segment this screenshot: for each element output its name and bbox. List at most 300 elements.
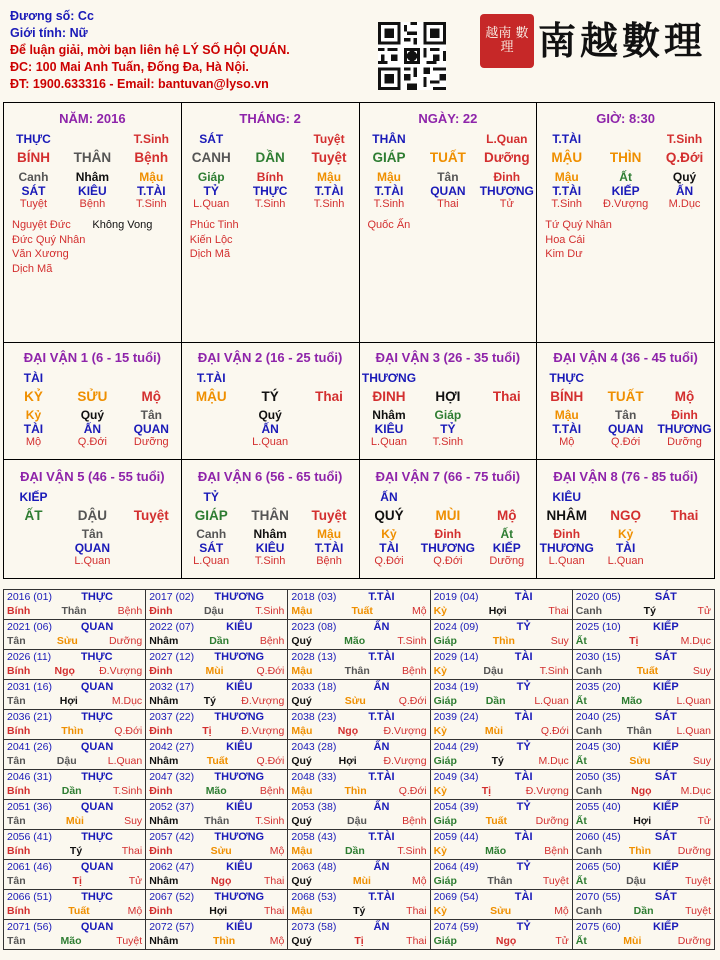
- pillar-stars: [360, 218, 537, 233]
- year-phase: Bệnh: [544, 845, 569, 857]
- year-line2: [576, 604, 711, 618]
- dai-van-hidden-gods-row-cell: [4, 541, 63, 555]
- year-line2: [434, 874, 569, 888]
- pillar-hidden-stems-row-cell: Bính: [256, 170, 284, 184]
- year-cell: [4, 860, 146, 890]
- dai-van-hidden-gods-row-cell: KIÊU: [255, 541, 285, 555]
- dai-van-phase-row-cell: Q.Đới: [433, 555, 463, 567]
- year-stem: Quý: [291, 755, 312, 767]
- pillar-hidden-stems-row-cell: Mậu: [139, 170, 164, 184]
- year-branch: Mùi: [65, 815, 84, 827]
- year-cell: [146, 770, 288, 800]
- year-god: THỰC: [81, 831, 113, 843]
- year-god: TÀI: [514, 771, 533, 783]
- year-phase: M.Dục: [111, 695, 143, 707]
- year-cell: [146, 890, 288, 920]
- dai-van-phase-row: [537, 436, 714, 448]
- year-label: 2060 (45): [575, 831, 621, 843]
- dai-van-title: ĐẠI VẬN 5 (46 - 55 tuổi): [20, 469, 165, 484]
- year-branch: Dần: [209, 635, 230, 647]
- year-label: 2056 (41): [7, 831, 52, 843]
- dai-van-hidden-row: [360, 527, 537, 541]
- year-label: 2016 (01): [7, 591, 52, 603]
- year-branch: Dậu: [203, 605, 224, 617]
- year-cell: [146, 860, 288, 890]
- year-line1: [576, 921, 711, 934]
- year-stem: Canh: [575, 665, 603, 677]
- dai-van-phase-row: [182, 436, 359, 448]
- year-line1: [7, 621, 142, 634]
- year-cell: [146, 830, 288, 860]
- year-branch: Hợi: [633, 815, 652, 827]
- dai-van-stem-branch-row-cell: Thai: [670, 508, 699, 523]
- pillar-title: NĂM: 2016: [59, 111, 126, 126]
- year-line1: [434, 741, 569, 754]
- pillar-hidden-gods-row-cell: THỰC: [252, 184, 288, 198]
- year-god: TỶ: [516, 681, 531, 693]
- year-stem: Đinh: [149, 665, 173, 677]
- dai-van-phase-row-cell: Dưỡng: [489, 555, 525, 567]
- dai-van-stem-branch-row-cell: TUẤT: [607, 389, 644, 404]
- year-line2: [434, 904, 569, 918]
- year-phase: Suy: [692, 755, 711, 767]
- dai-van-god-row: [182, 490, 359, 504]
- dai-van-cell: [360, 460, 538, 579]
- dai-van-hidden-row-cell: [300, 408, 359, 422]
- dai-van-hidden-gods-row-cell: [122, 541, 181, 555]
- year-line1: [149, 921, 284, 934]
- year-line1: [291, 741, 426, 754]
- year-label: 2061 (46): [7, 861, 52, 873]
- year-phase: Bệnh: [259, 635, 285, 647]
- year-stem: Quý: [291, 635, 312, 647]
- dai-van-hidden-row-cell: Đinh: [434, 527, 462, 541]
- dai-van-hidden-row-cell: Kỷ: [381, 527, 397, 541]
- year-branch: Sửu: [344, 695, 366, 707]
- pillar-stars: [537, 218, 714, 262]
- pillar-hidden-stems-row-cell: Ất: [619, 170, 632, 184]
- year-label: 2069 (54): [433, 891, 479, 903]
- year-cell: [573, 770, 715, 800]
- pillar-hidden-gods-row: [537, 184, 714, 198]
- year-stem: Đinh: [149, 785, 173, 797]
- year-line2: [291, 934, 426, 948]
- year-line2: [291, 844, 426, 858]
- pillar-title: NGÀY: 22: [418, 111, 478, 126]
- year-stem: Tân: [7, 935, 26, 947]
- year-branch: Mùi: [484, 725, 503, 737]
- year-line1: [7, 591, 142, 604]
- dai-van-stem-branch-row-cell: Mộ: [497, 508, 517, 523]
- year-phase: Tuyệt: [542, 875, 569, 887]
- year-line1: [291, 681, 426, 694]
- year-phase: Q.Đới: [398, 785, 427, 797]
- year-phase: L.Quan: [107, 755, 143, 767]
- pillar-hidden-gods-row-cell: T.TÀI: [136, 184, 166, 198]
- year-cell: [431, 770, 573, 800]
- year-line1: [576, 771, 711, 784]
- year-phase: Suy: [550, 635, 569, 647]
- star-label: Văn Xương: [12, 248, 69, 260]
- dai-van-hidden-gods-row-cell: QUAN: [607, 422, 644, 436]
- year-line1: [149, 891, 284, 904]
- dai-van-stem-branch-row: [537, 508, 714, 523]
- year-cell: [573, 830, 715, 860]
- dai-van-phase-row-cell: T.Sinh: [254, 555, 286, 567]
- year-branch: Tuất: [636, 665, 659, 677]
- dai-van-hidden-gods-row-cell: SÁT: [199, 541, 224, 555]
- year-line1: [434, 771, 569, 784]
- year-line2: [434, 844, 569, 858]
- dai-van-stem-branch-row: [537, 389, 714, 404]
- year-stem: Đinh: [149, 845, 173, 857]
- year-branch: Dần: [61, 785, 82, 797]
- year-stem: Tân: [7, 755, 26, 767]
- year-branch: Sửu: [490, 905, 512, 917]
- year-label: 2043 (28): [291, 741, 337, 753]
- year-god: TÀI: [514, 711, 533, 723]
- year-god: TÀI: [514, 651, 533, 663]
- year-stem: Bính: [7, 605, 31, 617]
- year-label: 2066 (51): [7, 891, 52, 903]
- year-phase: L.Quan: [676, 725, 711, 737]
- year-cell: [573, 800, 715, 830]
- year-label: 2039 (24): [433, 711, 479, 723]
- dai-van-phase-row-cell: Q.Đới: [374, 555, 404, 567]
- year-branch: Ngọ: [495, 935, 517, 947]
- year-line2: [149, 604, 284, 618]
- year-branch: Tị: [629, 635, 639, 647]
- dai-van-hidden-gods-row-cell: TÀI: [23, 422, 44, 436]
- year-cell: [146, 800, 288, 830]
- year-phase: Đ.Vượng: [383, 725, 427, 737]
- year-label: 2065 (50): [575, 861, 621, 873]
- year-label: 2030 (15): [575, 651, 621, 663]
- year-stem: Tân: [7, 875, 26, 887]
- year-line1: [434, 651, 569, 664]
- dai-van-hidden-row: [182, 408, 359, 422]
- dai-van-hidden-gods-row-cell: THƯƠNG: [657, 422, 712, 436]
- dai-van-phase-row: [537, 555, 714, 567]
- pillar-god-row-cell: [596, 132, 655, 146]
- year-branch: Mão: [205, 785, 227, 797]
- dai-van-phase-row-cell: [477, 436, 536, 448]
- spacer: [241, 371, 300, 385]
- year-label: 2049 (34): [433, 771, 479, 783]
- year-stem: Nhâm: [149, 635, 179, 647]
- year-stem: Giáp: [433, 695, 457, 707]
- dai-van-hidden-gods-row-cell: ẤN: [83, 422, 102, 436]
- pillar-phase-row: [360, 198, 537, 210]
- dai-van-hidden-gods-row-cell: THƯƠNG: [539, 541, 594, 555]
- dai-van-stem-branch-row-cell: Thai: [315, 389, 343, 404]
- year-phase: Tử: [555, 935, 569, 947]
- dai-van-hidden-row: [4, 527, 181, 541]
- phone-email: ĐT: 1900.633316 - Email: bantuvan@lyso.vn: [10, 77, 269, 91]
- year-line2: [576, 694, 711, 708]
- pillar-hidden-stems-row: [360, 170, 537, 184]
- pillar-phase-row: [4, 198, 181, 210]
- dai-van-hidden-gods-row-cell: [182, 422, 241, 436]
- year-cell: [431, 620, 573, 650]
- qr-code-icon: [378, 22, 446, 90]
- pillar-phase-row: [182, 198, 359, 210]
- year-god: T.TÀI: [368, 771, 395, 783]
- year-branch: Tị: [354, 935, 364, 947]
- year-branch: Mão: [485, 845, 507, 857]
- year-label: 2034 (19): [433, 681, 479, 693]
- year-stem: Nhâm: [149, 875, 179, 887]
- year-label: 2021 (06): [7, 621, 52, 633]
- year-line2: [291, 634, 426, 648]
- year-branch: Tuất: [206, 755, 229, 767]
- four-pillars-grid: [3, 102, 715, 343]
- dai-van-cell: [182, 460, 360, 579]
- pillar-cell: [360, 103, 538, 343]
- pillar-god-row-cell: [418, 132, 477, 146]
- year-line1: [149, 591, 284, 604]
- year-branch: Sửu: [210, 845, 232, 857]
- pillar-stem-branch-row-cell: Dưỡng: [483, 150, 530, 165]
- year-phase: Bệnh: [117, 605, 143, 617]
- year-phase: Đ.Vượng: [241, 725, 285, 737]
- year-line2: [149, 784, 284, 798]
- year-god: THỰC: [80, 651, 113, 663]
- year-stem: Nhâm: [149, 935, 179, 947]
- year-stem: Kỷ: [433, 785, 448, 797]
- year-phase: M.Dục: [538, 755, 569, 767]
- dai-van-stem-branch-row-cell: MẬU: [195, 389, 227, 404]
- year-branch: Ngọ: [631, 785, 652, 797]
- year-label: 2017 (02): [149, 591, 195, 603]
- year-label: 2072 (57): [149, 921, 195, 933]
- year-stem: Bính: [7, 725, 31, 737]
- year-cell: [573, 740, 715, 770]
- year-phase: Đ.Vượng: [99, 665, 143, 677]
- pillar-stars: [182, 218, 359, 262]
- dai-van-hidden-row-cell: Nhâm: [372, 408, 406, 422]
- year-line1: [434, 831, 569, 844]
- year-line1: [149, 831, 284, 844]
- year-label: 2063 (48): [291, 861, 337, 873]
- year-label: 2071 (56): [7, 921, 52, 933]
- year-line1: [576, 591, 711, 604]
- dai-van-hidden-row-cell: [655, 527, 714, 541]
- dai-van-phase-row-cell: [182, 436, 241, 448]
- year-line2: [7, 634, 142, 648]
- pillar-hidden-stems-row: [4, 170, 181, 184]
- year-line2: [7, 904, 142, 918]
- year-label: 2054 (39): [433, 801, 479, 813]
- year-stem: Mậu: [291, 605, 313, 617]
- year-phase: Dưỡng: [108, 635, 143, 647]
- year-cell: [4, 890, 146, 920]
- year-phase: Dưỡng: [535, 815, 569, 827]
- year-branch: Sửu: [629, 755, 651, 767]
- pillar-god-row: [182, 132, 359, 146]
- year-line1: [576, 891, 711, 904]
- year-label: 2018 (03): [291, 591, 337, 603]
- year-label: 2040 (25): [575, 711, 621, 723]
- year-line2: [434, 754, 569, 768]
- year-phase: Thai: [263, 905, 285, 917]
- dai-van-stem-branch-row-cell: Tuyệt: [133, 508, 169, 523]
- year-phase: Tử: [697, 605, 711, 617]
- dai-van-stem-branch-row-cell: THÂN: [251, 508, 289, 523]
- year-phase: Tử: [697, 815, 711, 827]
- year-label: 2062 (47): [149, 861, 195, 873]
- year-line2: [434, 604, 569, 618]
- year-label: 2052 (37): [149, 801, 195, 813]
- year-line1: [7, 831, 142, 844]
- star-label: Dịch Mã: [12, 262, 53, 275]
- year-line1: [149, 741, 284, 754]
- year-god: T.TÀI: [368, 651, 395, 663]
- year-branch: Hợi: [209, 905, 228, 917]
- star-label: Đức Quý Nhân: [12, 233, 86, 246]
- year-line1: [291, 891, 426, 904]
- dai-van-cell: [537, 341, 715, 460]
- pillar-hidden-gods-row-cell: QUAN: [430, 184, 466, 198]
- pillar-god-row-cell: THÂN: [372, 132, 406, 146]
- year-branch: Thân: [626, 725, 652, 737]
- dai-van-hidden-row-cell: [477, 408, 536, 422]
- year-line2: [291, 754, 426, 768]
- dai-van-stem-branch-row-cell: HỢI: [435, 389, 461, 404]
- dai-van-stem-branch-row-cell: ĐINH: [372, 389, 406, 404]
- pillar-stem-branch-row-cell: CANH: [191, 150, 231, 165]
- stars-column: [368, 218, 448, 233]
- dai-van-hidden-row-cell: Ất: [500, 527, 514, 541]
- year-line2: [576, 874, 711, 888]
- year-cell: [146, 590, 288, 620]
- dai-van-hidden-row-cell: [182, 408, 241, 422]
- dai-van-hidden-gods-row-cell: KIÊU: [374, 422, 404, 436]
- dai-van-hidden-gods-row-cell: TÀI: [615, 541, 636, 555]
- dai-van-stem-branch-row-cell: NHÂM: [546, 508, 587, 523]
- year-cell: [4, 770, 146, 800]
- year-god: THỰC: [81, 591, 113, 603]
- pillar-stem-branch-row-cell: Tuyệt: [311, 150, 347, 165]
- star-label: Kim Dư: [545, 248, 583, 260]
- pillar-stem-branch-row-cell: DẦN: [255, 150, 285, 165]
- pillar-hidden-gods-row: [4, 184, 181, 198]
- dai-van-hidden-row-cell: Canh: [196, 527, 227, 541]
- year-god: QUAN: [80, 921, 114, 933]
- year-line1: [149, 771, 284, 784]
- star-label: Kiến Lộc: [189, 233, 233, 246]
- year-god: KIÊU: [226, 921, 253, 933]
- pillar-phase-row-cell: T.Sinh: [254, 198, 286, 210]
- year-label: 2059 (44): [433, 831, 479, 843]
- year-line1: [434, 891, 569, 904]
- year-god: THỰC: [81, 711, 113, 723]
- star-label: Tứ Quý Nhân: [545, 219, 612, 231]
- year-cell: [431, 680, 573, 710]
- year-god: THƯƠNG: [214, 591, 265, 603]
- year-line1: [576, 651, 711, 664]
- year-branch: Tý: [491, 755, 504, 767]
- year-line1: [291, 621, 426, 634]
- pillar-title: GIỜ: 8:30: [596, 111, 656, 126]
- year-cell: [288, 800, 430, 830]
- dai-van-god: KIẾP: [19, 490, 48, 504]
- pillar-phase-row-cell: T.Sinh: [551, 198, 582, 210]
- dai-van-god-row: [537, 490, 714, 504]
- dai-van-hidden-gods-row-cell: THƯƠNG: [420, 541, 475, 555]
- year-god: SÁT: [654, 771, 677, 783]
- year-stem: Nhâm: [149, 755, 179, 767]
- dai-van-hidden-row-cell: Kỷ: [25, 408, 42, 422]
- dai-van-hidden-gods-row-cell: ẤN: [261, 422, 279, 436]
- stars-column: [545, 218, 625, 262]
- year-phase: Q.Đới: [256, 755, 285, 767]
- annual-luck-grid: [3, 589, 715, 950]
- dai-van-hidden-gods-row: [4, 422, 181, 436]
- dai-van-god: T.TÀI: [196, 371, 226, 385]
- year-line1: [434, 621, 569, 634]
- year-line2: [291, 814, 426, 828]
- year-branch: Thìn: [61, 725, 84, 737]
- year-cell: [4, 920, 146, 950]
- year-label: 2044 (29): [433, 741, 479, 753]
- year-label: 2050 (35): [575, 771, 621, 783]
- year-line1: [434, 591, 569, 604]
- year-cell: [573, 590, 715, 620]
- year-god: ẤN: [373, 921, 390, 933]
- year-label: 2022 (07): [149, 621, 195, 633]
- year-label: 2019 (04): [433, 591, 479, 603]
- spacer: [122, 490, 181, 504]
- year-god: KIẾP: [653, 861, 679, 873]
- year-branch: Thìn: [628, 845, 651, 857]
- pillar-god-row-cell: SÁT: [199, 132, 224, 146]
- pillar-god-row-cell: T.Sinh: [133, 132, 169, 146]
- year-god: QUAN: [80, 741, 114, 753]
- year-branch: Sửu: [56, 635, 78, 647]
- year-cell: [4, 590, 146, 620]
- pillar-phase-row-cell: M.Dục: [668, 198, 701, 210]
- year-stem: Quý: [291, 875, 312, 887]
- year-stem: Kỷ: [433, 845, 448, 857]
- dai-van-god-row: [182, 371, 359, 385]
- pillar-hidden-gods-row-cell: ẤN: [675, 184, 694, 198]
- year-god: TỶ: [516, 741, 531, 753]
- dai-van-god-row: [537, 371, 714, 385]
- year-cell: [288, 770, 430, 800]
- pillar-god-row-cell: L.Quan: [486, 132, 528, 146]
- pillar-hidden-stems-row-cell: Tân: [437, 170, 459, 184]
- year-phase: Mộ: [554, 905, 569, 917]
- pillar-hidden-gods-row-cell: KIÊU: [78, 184, 107, 198]
- year-branch: Ngọ: [337, 725, 359, 737]
- year-god: SÁT: [654, 651, 677, 663]
- year-line1: [291, 921, 426, 934]
- dai-van-stem-branch-row-cell: SỬU: [77, 389, 108, 404]
- year-line2: [149, 904, 284, 918]
- year-cell: [146, 620, 288, 650]
- year-god: KIẾP: [653, 681, 679, 693]
- pillar-phase-row-cell: L.Quan: [193, 198, 230, 210]
- year-label: 2038 (23): [291, 711, 337, 723]
- dai-van-title: ĐẠI VẬN 7 (66 - 75 tuổi): [375, 469, 521, 484]
- dai-van-stem-branch-row-cell: Thai: [492, 389, 521, 404]
- year-cell: [146, 920, 288, 950]
- year-phase: T.Sinh: [539, 665, 569, 677]
- dai-van-stem-branch-row-cell: Mộ: [674, 389, 695, 404]
- year-cell: [431, 650, 573, 680]
- year-phase: Mộ: [269, 845, 285, 857]
